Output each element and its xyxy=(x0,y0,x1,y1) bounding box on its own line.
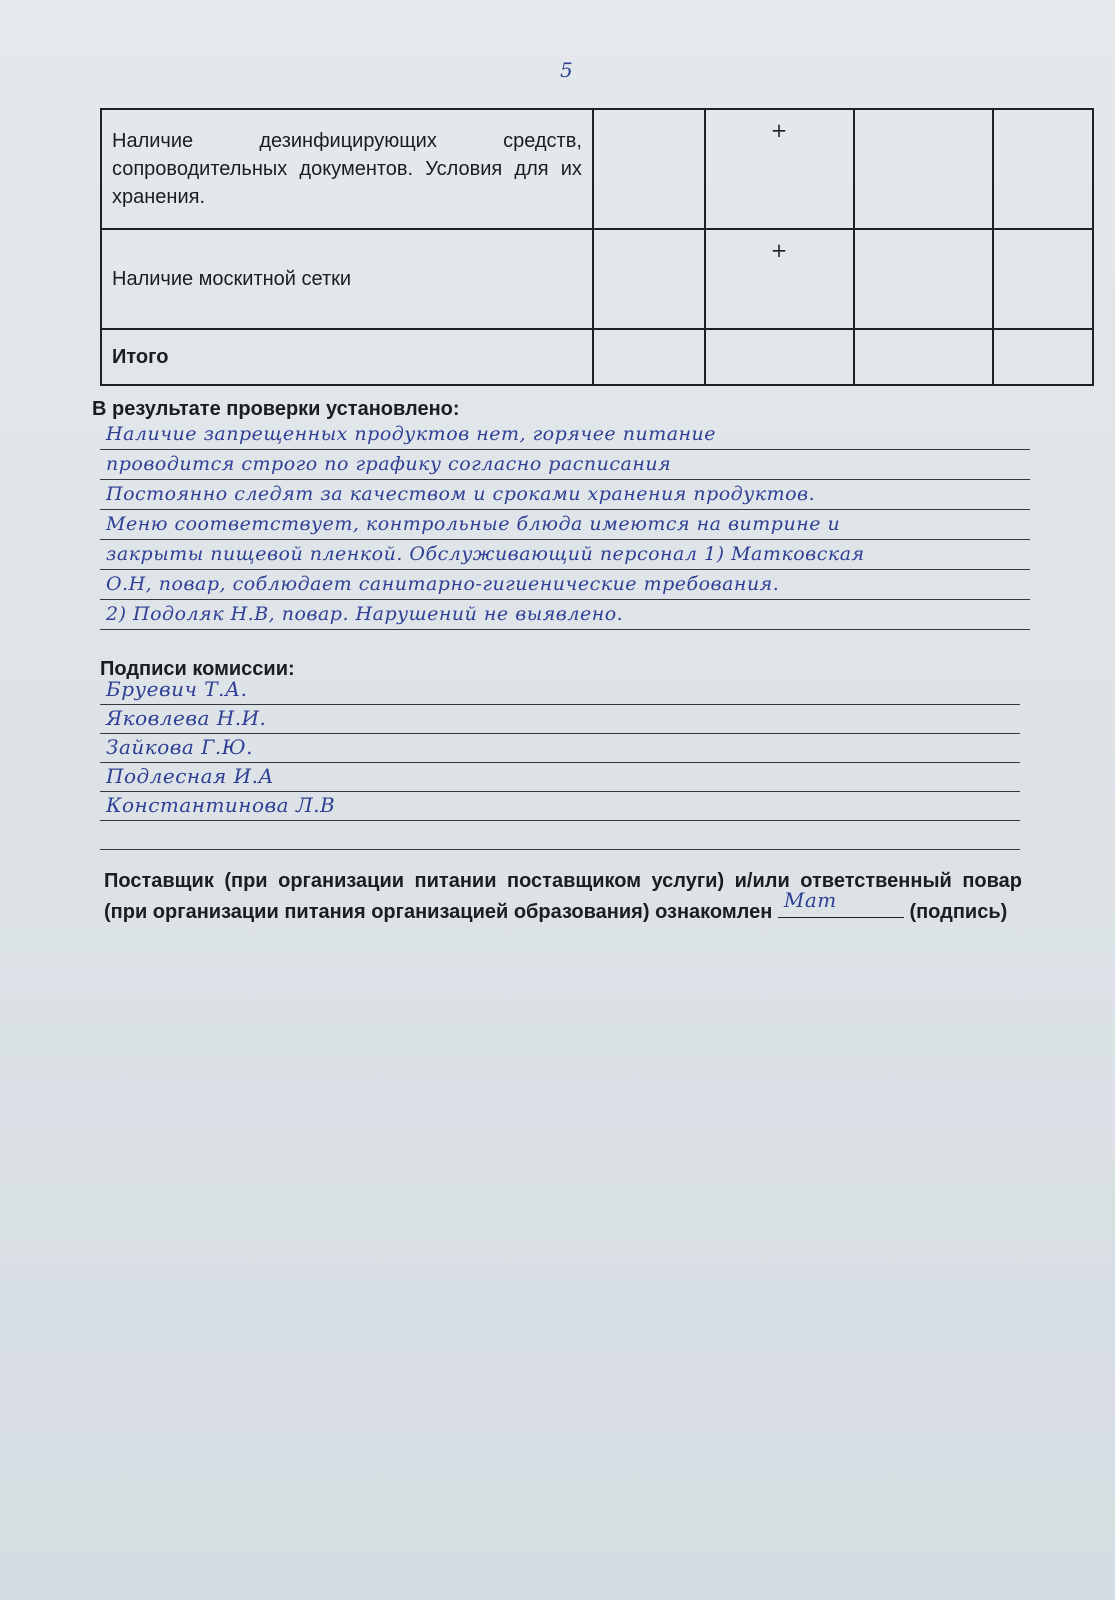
signature-line: Подлесная И.А xyxy=(100,763,1020,792)
findings-lines xyxy=(100,420,1030,630)
mark-cell: + xyxy=(705,109,854,229)
empty-cell xyxy=(593,329,705,385)
empty-cell xyxy=(854,229,993,329)
table-row xyxy=(101,109,1093,229)
signature-line: Бруевич Т.А. xyxy=(100,676,1020,705)
empty-cell xyxy=(993,329,1093,385)
findings-line: закрыты пищевой пленкой. Обслуживающий персонал 1) Матковская xyxy=(100,540,1030,570)
empty-cell xyxy=(993,229,1093,329)
supplier-acknowledgement xyxy=(104,868,1022,926)
criterion-cell: Наличие москитной сетки xyxy=(101,229,593,329)
findings-line: О.Н, повар, соблюдает санитарно-гигиенические требования. xyxy=(100,570,1030,600)
empty-cell xyxy=(854,109,993,229)
findings-line: Меню соответствует, контрольные блюда имеются на витрине и xyxy=(100,510,1030,540)
empty-cell xyxy=(705,329,854,385)
signature-line: Яковлева Н.И. xyxy=(100,705,1020,734)
commission-title: Подписи комиссии: xyxy=(100,658,295,680)
mark-cell: + xyxy=(705,229,854,329)
commission-signatures xyxy=(100,676,1020,850)
findings-title: В результате проверки установлено: xyxy=(92,398,460,420)
empty-cell xyxy=(593,229,705,329)
findings-line: проводится строго по графику согласно расписания xyxy=(100,450,1030,480)
page-number: 5 xyxy=(560,58,574,82)
signature-line: Зайкова Г.Ю. xyxy=(100,734,1020,763)
empty-cell xyxy=(854,329,993,385)
table-row xyxy=(101,229,1093,329)
findings-line: Постоянно следят за качеством и сроками хранения продуктов. xyxy=(100,480,1030,510)
signature-line-empty xyxy=(100,821,1020,850)
signature-line: Константинова Л.В xyxy=(100,792,1020,821)
supplier-signature: Мат xyxy=(783,888,837,912)
findings-line: 2) Подоляк Н.В, повар. Нарушений не выявлено. xyxy=(100,600,1030,630)
findings-line: Наличие запрещенных продуктов нет, горячее питание xyxy=(100,420,1030,450)
checklist-table xyxy=(100,108,1094,386)
empty-cell xyxy=(593,109,705,229)
supplier-signature-field xyxy=(778,888,904,918)
supplier-text: Поставщик (при организации питании поставщиком услуги) и/или ответственный повар (при организации питания организацией образования) ознакомлен xyxy=(104,870,1022,923)
empty-cell xyxy=(993,109,1093,229)
total-cell: Итого xyxy=(101,329,593,385)
signature-caption: (подпись) xyxy=(909,901,1008,923)
table-row xyxy=(101,329,1093,385)
criterion-cell: Наличие дезинфицирующих средств, сопроводительных документов. Условия для их хранения. xyxy=(101,109,593,229)
